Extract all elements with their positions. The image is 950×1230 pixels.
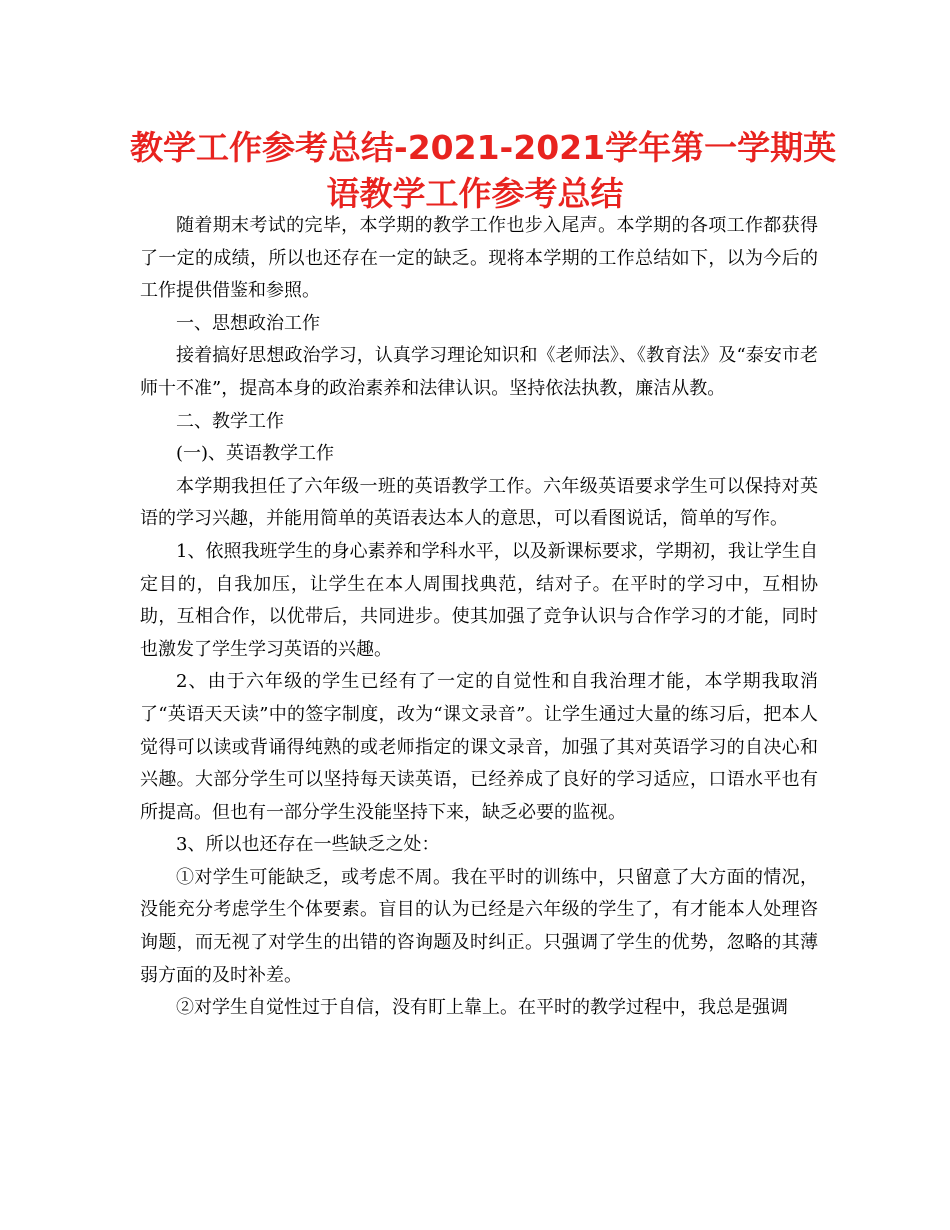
paragraph-point-1: 1、依照我班学生的身心素养和学科水平，以及新课标要求，学期初，我让学生自定目的，自我加压，让学生在本人周围找典范，结对子。在平时的学习中，互相协助，互相合作，以优带后，共同进步。使其加强了竞争认识与合作学习的才能，同时也激发了学生学习英语的兴趣。 bbox=[140, 540, 818, 660]
document-title-line-2: 语教学工作参考总结 bbox=[326, 174, 624, 213]
paragraph-point-2: 2、由于六年级的学生已经有了一定的自觉性和自我治理才能，本学期我取消了“英语天天读”中的签字制度，改为“课文录音”。让学生通过大量的练习后，把本人觉得可以读或背诵得纯熟的或老师指定的课文录音，加强了其对英语学习的自决心和兴趣。大部分学生可以坚持每天读英语，已经养成了良好的学习适应，口语水平也有所提高。但也有一部分学生没能坚持下来，缺乏必要的监视。 bbox=[140, 671, 818, 823]
paragraph-intro: 随着期末考试的完毕，本学期的教学工作也步入尾声。本学期的各项工作都获得了一定的成绩，所以也还存在一定的缺乏。现将本学期的工作总结如下，以为今后的工作提供借鉴和参照。 bbox=[140, 215, 818, 302]
document-title-line-1: 教学工作参考总结-2021-2021学年第一学期英 bbox=[130, 128, 837, 167]
paragraph-shortcoming-2: ②对学生自觉性过于自信，没有盯上靠上。在平时的教学过程中，我总是强调 bbox=[176, 997, 788, 1019]
document-body bbox=[140, 210, 818, 1025]
subsection-heading-english: (一)、英语教学工作 bbox=[176, 443, 335, 465]
paragraph-political: 接着搞好思想政治学习，认真学习理论知识和《老师法》、《教育法》及“泰安市老师十不准”，提高本身的政治素养和法律认识。坚持依法执教，廉洁从教。 bbox=[140, 345, 818, 399]
section-heading-teaching: 二、教学工作 bbox=[176, 410, 284, 432]
paragraph-english-overview: 本学期我担任了六年级一班的英语教学工作。六年级英语要求学生可以保持对英语的学习兴趣，并能用简单的英语表达本人的意思，可以看图说话，简单的写作。 bbox=[140, 475, 818, 530]
section-heading-political: 一、思想政治工作 bbox=[176, 312, 320, 334]
paragraph-point-3: 3、所以也还存在一些缺乏之处： bbox=[176, 834, 440, 856]
paragraph-shortcoming-1: ①对学生可能缺乏，或考虑不周。我在平时的训练中，只留意了大方面的情况，没能充分考虑学生个体要素。盲目的认为已经是六年级的学生了，有才能本人处理咨询题，而无视了对学生的出错的咨询题及时纠正。只强调了学生的优势，忽略的其薄弱方面的及时补差。 bbox=[140, 866, 818, 986]
